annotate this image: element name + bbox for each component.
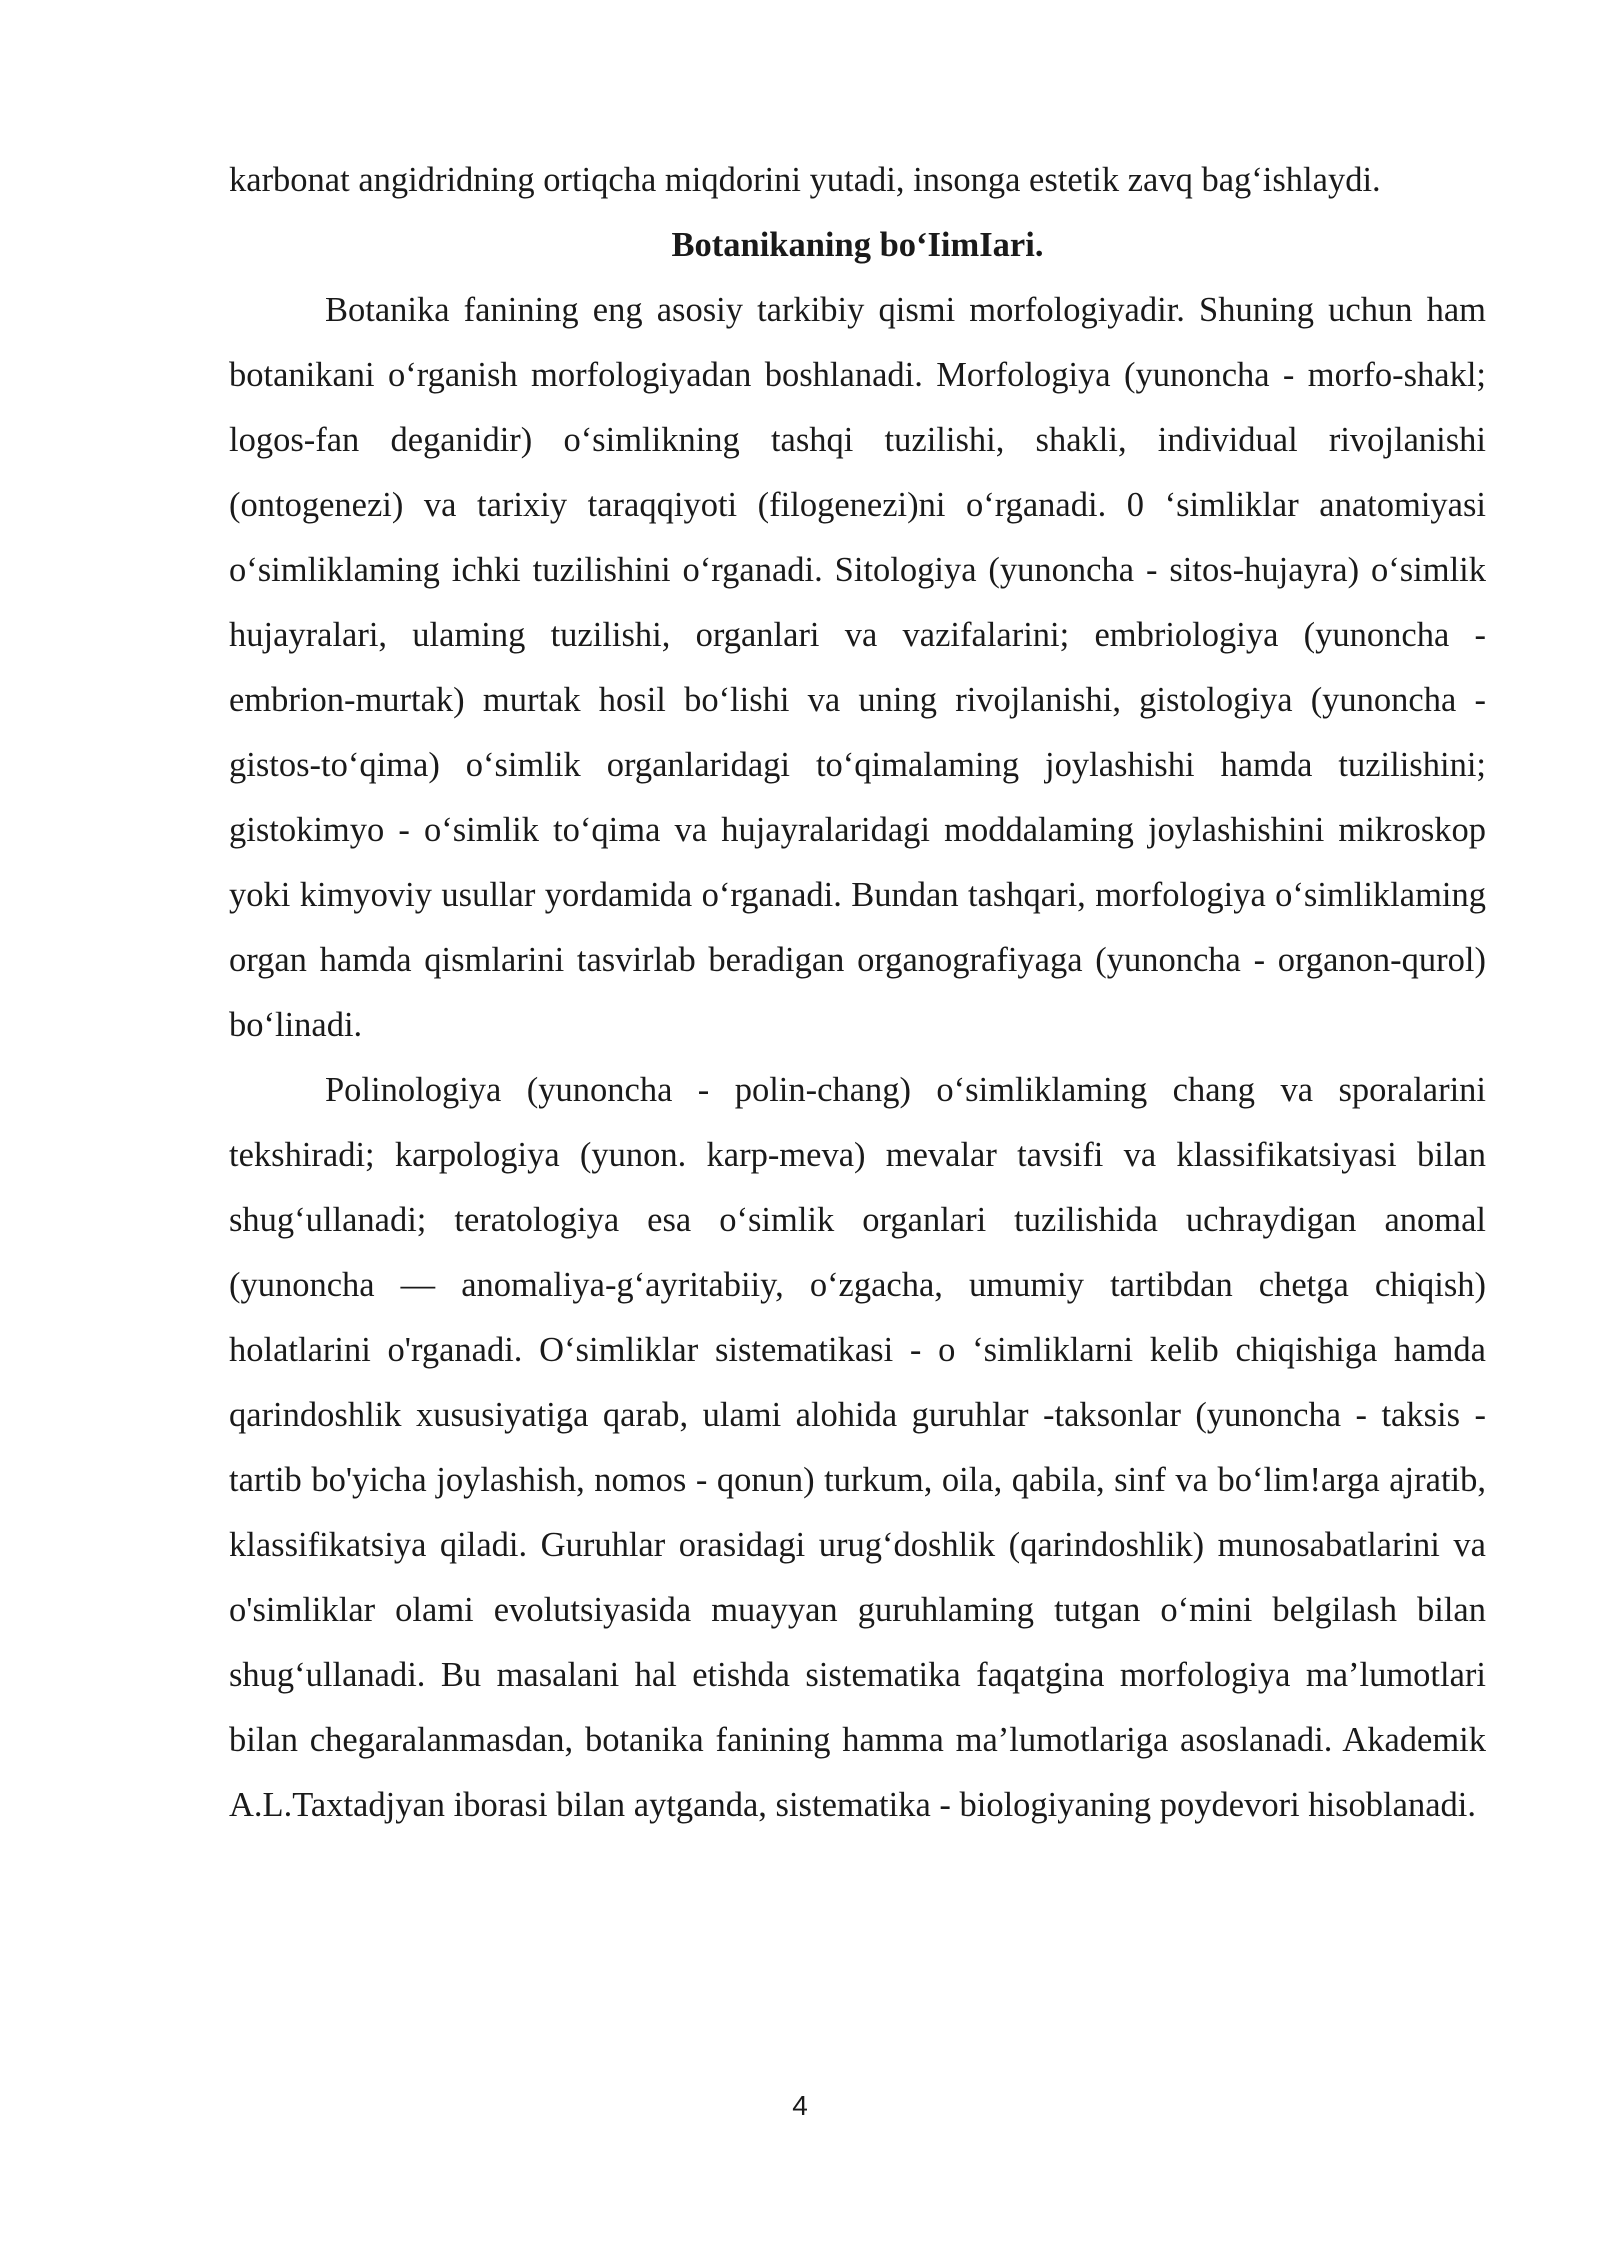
intro-paragraph: karbonat angidridning ortiqcha miqdorini yutadi, insonga estetik zavq bag‘ishlaydi. bbox=[229, 161, 1381, 199]
body-paragraph-1: Botanika fanining eng asosiy tarkibiy qismi morfologiyadir. Shuning uchun ham botanikani o‘rganish morfologiyadan boshlanadi. Morfologiya (yunoncha - morfo-shakl; logos-fan deganidir) o‘simlikning tashqi tuzilishi, shakli, individual rivojlanishi (ontogenezi) va tarixiy taraqqiyoti (filogenezi)ni o‘rganadi. 0 ‘simliklar anatomiyasi o‘simliklaming ichki tuzilishini o‘rganadi. Sitologiya (yunoncha - sitos-hujayra) o‘simlik hujayralari, ulaming tuzilishi, organlari va vazifalarini; embriologiya (yunoncha - embrion-murtak) murtak hosil bo‘lishi va uning rivojlanishi, gistologiya (yunoncha - gistos-to‘qima) o‘simlik organlaridagi to‘qimalaming joylashishi hamda tuzilishini; gistokimyo - o‘simlik to‘qima va hujayralaridagi moddalaming joylashishini mikroskop yoki kimyoviy usullar yordamida o‘rganadi. Bundan tashqari, morfologiya o‘simliklaming organ hamda qismlarini tasvirlab beradigan organografiyaga (yunoncha - organon-qurol) bo‘linadi. bbox=[229, 291, 1486, 1044]
document-page bbox=[229, 148, 1486, 1838]
section-heading: Botanikaning bo‘IimIari. bbox=[671, 226, 1044, 264]
body-paragraph-2: Polinologiya (yunoncha - polin-chang) o‘simliklaming chang va sporalarini tekshiradi; karpologiya (yunon. karp-meva) mevalar tavsifi va klassifikatsiyasi bilan shug‘ullanadi; teratologiya esa o‘simlik organlari tuzilishida uchraydigan anomal (yunoncha — anomaliya-g‘ayritabiiy, o‘zgacha, umumiy tartibdan chetga chiqish) holatlarini o'rganadi. O‘simliklar sistematikasi - o ‘simliklarni kelib chiqishiga hamda qarindoshlik xususiyatiga qarab, ulami alohida guruhlar -taksonlar (yunoncha - taksis - tartib bo'yicha joylashish, nomos - qonun) turkum, oila, qabila, sinf va bo‘lim!arga ajratib, klassifikatsiya qiladi. Guruhlar orasidagi urug‘doshlik (qarindoshlik) munosabatlarini va o'simliklar olami evolutsiyasida muayyan guruhlaming tutgan o‘mini belgilash bilan shug‘ullanadi. Bu masalani hal etishda sistematika faqatgina morfologiya ma’lumotlari bilan chegaralanmasdan, botanika fanining hamma ma’lumotlariga asoslanadi. Akademik A.L.Taxtadjyan iborasi bilan aytganda, sistematika - biologiyaning poydevori hisoblanadi. bbox=[229, 1071, 1486, 1824]
page-number: 4 bbox=[792, 2090, 808, 2121]
